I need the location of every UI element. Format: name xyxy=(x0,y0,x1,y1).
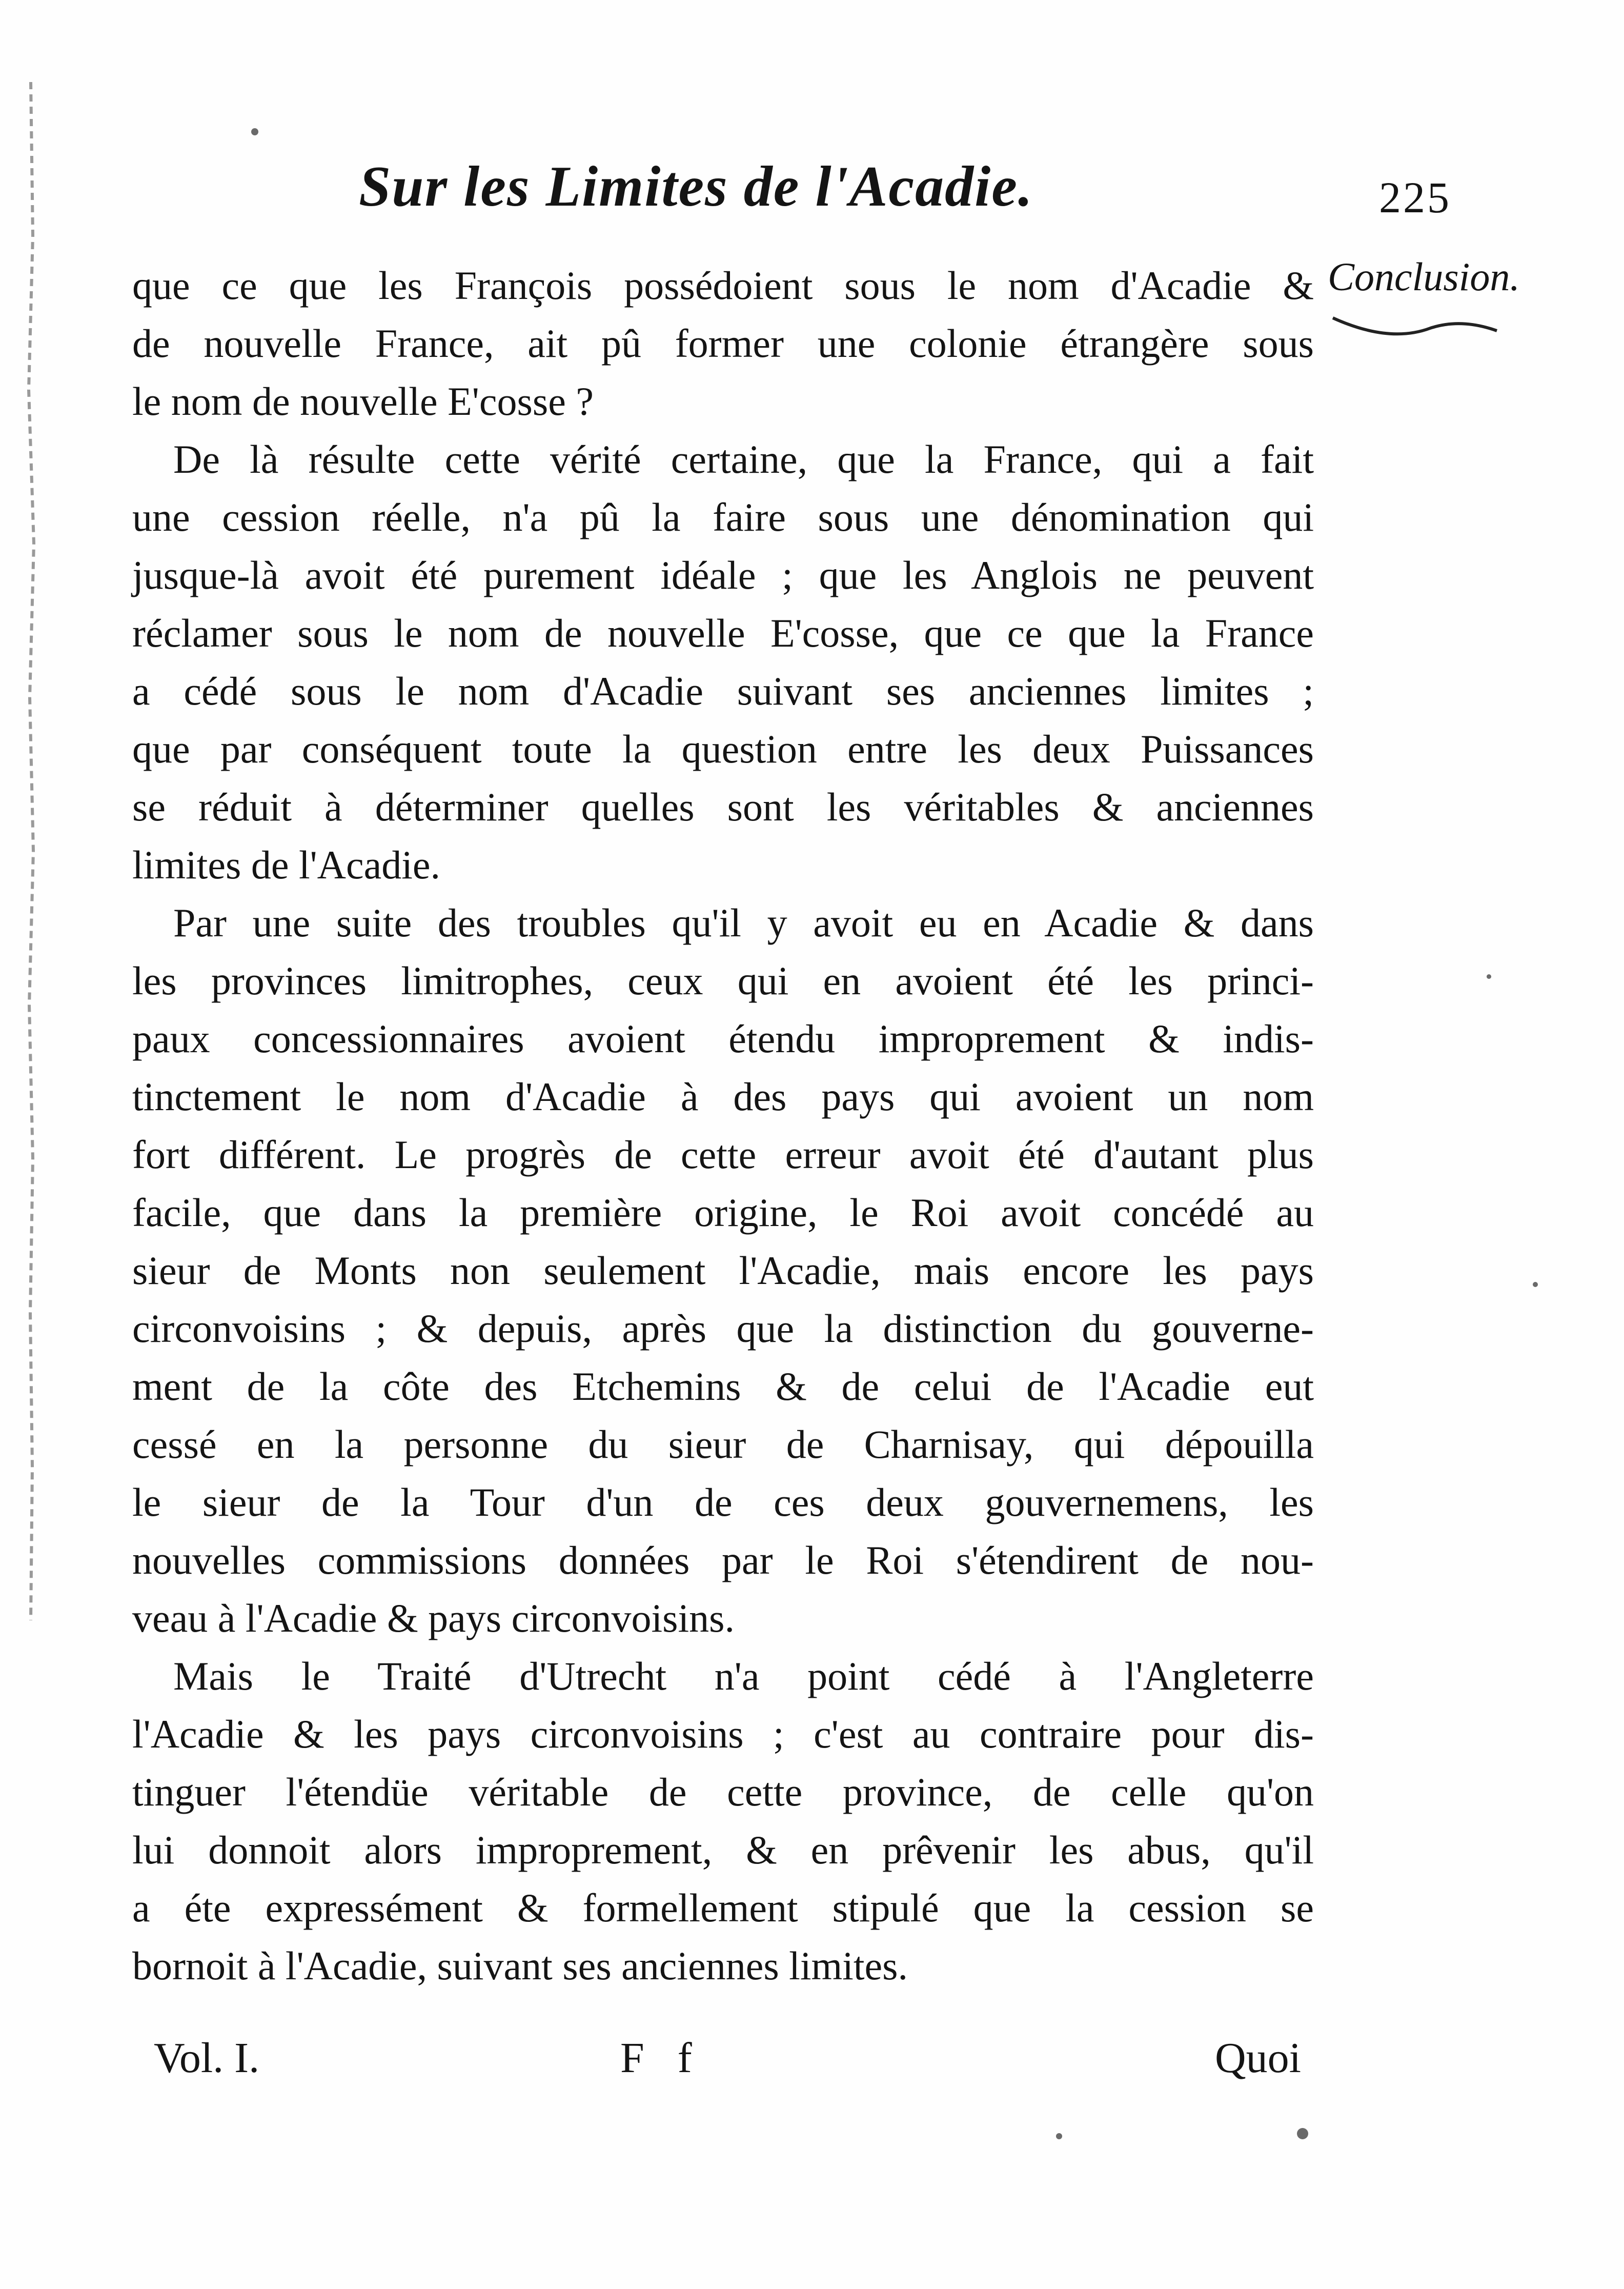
text-line: de nouvelle France, ait pû former une colonie étrangère sous xyxy=(132,321,1314,366)
text-line: circonvoisins ; & depuis, après que la distinction du gouverne- xyxy=(132,1306,1314,1351)
margin-flourish-icon xyxy=(1328,308,1528,349)
margin-note: Conclusion. xyxy=(1328,254,1520,299)
ink-speck xyxy=(1056,2133,1062,2139)
text-line: nouvelles commissions données par le Roi s'étendirent de nou- xyxy=(132,1538,1314,1582)
text-line: que par conséquent toute la question entre les deux Puissances xyxy=(132,727,1314,771)
text-line: que ce que les François possédoient sous le nom d'Acadie & xyxy=(132,263,1314,308)
text-line: Mais le Traité d'Utrecht n'a point cédé à l'Angleterre xyxy=(173,1654,1314,1698)
text-line: paux concessionnaires avoient étendu improprement & indis- xyxy=(132,1016,1314,1061)
ink-speck xyxy=(251,128,258,135)
text-line: limites de l'Acadie. xyxy=(132,842,441,887)
text-line: a cédé sous le nom d'Acadie suivant ses anciennes limites ; xyxy=(132,669,1314,713)
text-line: bornoit à l'Acadie, suivant ses anciennes limites. xyxy=(132,1943,908,1988)
text-line: cessé en la personne du sieur de Charnisay, qui dépouilla xyxy=(132,1422,1314,1467)
text-line: tinguer l'étendüe véritable de cette province, de celle qu'on xyxy=(132,1770,1314,1814)
text-line: le sieur de la Tour d'un de ces deux gouvernemens, les xyxy=(132,1480,1314,1524)
text-line: une cession réelle, n'a pû la faire sous une dénomination qui xyxy=(132,495,1314,539)
text-line: facile, que dans la première origine, le Roi avoit concédé au xyxy=(132,1190,1314,1235)
text-line: tinctement le nom d'Acadie à des pays qui avoient un nom xyxy=(132,1074,1314,1119)
text-line: veau à l'Acadie & pays circonvoisins. xyxy=(132,1596,735,1640)
catchword: Quoi xyxy=(1215,2034,1301,2082)
body-text xyxy=(132,256,1314,1995)
page-number: 225 xyxy=(1379,173,1451,222)
text-line: lui donnoit alors improprement, & en prêvenir les abus, qu'il xyxy=(132,1828,1314,1872)
text-line: les provinces limitrophes, ceux qui en avoient été les princi- xyxy=(132,958,1314,1003)
text-line: le nom de nouvelle E'cosse ? xyxy=(132,379,594,424)
text-line: ment de la côte des Etchemins & de celui de l'Acadie eut xyxy=(132,1364,1314,1409)
ink-speck xyxy=(1297,2128,1308,2139)
text-line: réclamer sous le nom de nouvelle E'cosse, que ce que la France xyxy=(132,611,1314,655)
signature-mark: F f xyxy=(620,2034,703,2082)
ink-speck xyxy=(1487,974,1491,979)
text-line: jusque-là avoit été purement idéale ; que les Anglois ne peuvent xyxy=(132,553,1314,597)
binding-edge-decoration xyxy=(10,82,51,1620)
text-line: Par une suite des troubles qu'il y avoit eu en Acadie & dans xyxy=(173,900,1314,945)
text-line: se réduit à déterminer quelles sont les véritables & anciennes xyxy=(132,785,1314,829)
text-line: l'Acadie & les pays circonvoisins ; c'est au contraire pour dis- xyxy=(132,1712,1314,1756)
text-line: sieur de Monts non seulement l'Acadie, mais encore les pays xyxy=(132,1248,1314,1293)
text-line: fort différent. Le progrès de cette erreur avoit été d'autant plus xyxy=(132,1132,1314,1177)
volume-mark: Vol. I. xyxy=(154,2034,260,2082)
text-line: De là résulte cette vérité certaine, que la France, qui a fait xyxy=(173,437,1314,481)
text-line: a éte expressément & formellement stipulé que la cession se xyxy=(132,1885,1314,1930)
ink-speck xyxy=(1533,1282,1538,1287)
running-title: Sur les Limites de l'Acadie. xyxy=(359,155,1033,218)
